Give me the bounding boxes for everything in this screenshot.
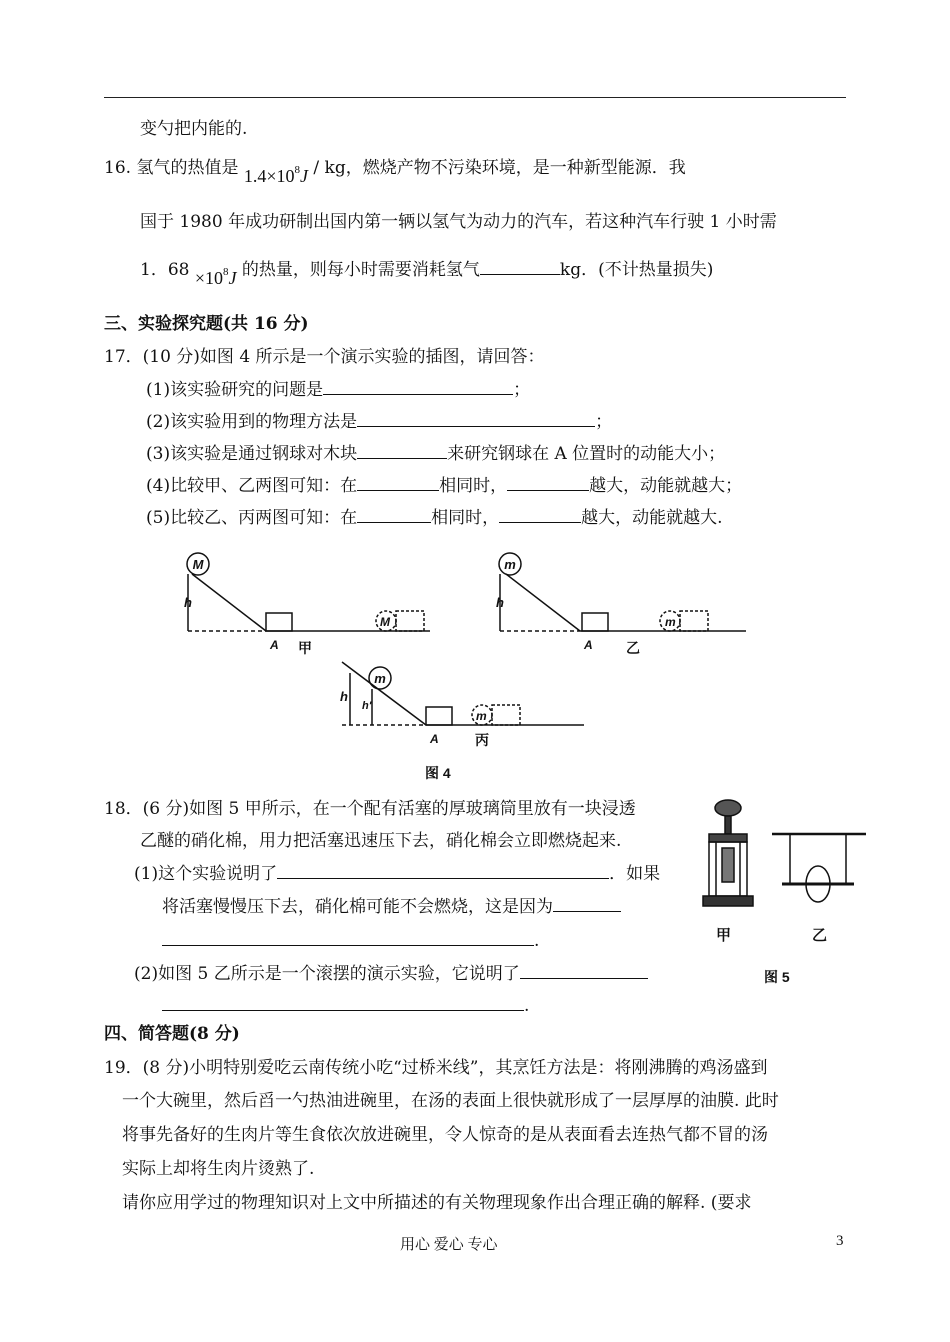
q16-text-a: 氢气的热值是 [136, 158, 239, 178]
ball-label-M: M [192, 557, 204, 572]
q17-part5-mid: 相同时， [431, 508, 500, 528]
point-label-A: A [584, 638, 593, 652]
q17-part3-text: (3)该实验是通过钢球对木块 [146, 444, 358, 464]
inner-piston [722, 848, 734, 882]
cylinder-base [703, 896, 753, 906]
point-label-A: A [430, 732, 439, 746]
maxwell-wheel-apparatus [772, 834, 866, 902]
fig5-label-yi: 乙 [812, 927, 828, 944]
answer-blank-q17-5a[interactable] [357, 506, 431, 523]
q18-part2-cont [162, 994, 529, 1017]
hydrogen-heat-value [244, 161, 308, 187]
q16-number: 16. [104, 158, 132, 178]
fig4-panel-bing-labels [340, 671, 489, 748]
q19-line2: 一个大碗里，然后舀一勺热油进碗里，在汤的表面上很快就形成了一层厚厚的油膜. 此时 [122, 1091, 779, 1111]
footer-slogan: 用心 爱心 专心 [400, 1237, 498, 1253]
answer-blank-q17-5b[interactable] [499, 506, 581, 523]
page-number: 3 [836, 1233, 844, 1249]
incline [192, 574, 266, 631]
answer-blank-q17-2[interactable] [357, 410, 595, 427]
q18-line2: 乙醚的硝化棉，用力把活塞迅速压下去，硝化棉会立即燃烧起来. [140, 831, 622, 851]
block-ghost [680, 611, 708, 631]
point-label-A: A [270, 638, 279, 652]
figure-4 [170, 545, 790, 785]
wooden-block [582, 613, 608, 631]
q19-line1: 19．(8 分)小明特别爱吃云南传统小吃“过桥米线”，其烹饪方法是：将刚沸腾的鸡汤盛到 [104, 1058, 768, 1078]
answer-blank-q18-1a[interactable] [277, 862, 609, 879]
q16-text-b: kg．(不计热量损失) [559, 260, 714, 280]
answer-blank-q17-4b[interactable] [507, 474, 589, 491]
q18-part2-text: (2)如图 5 乙所示是一个滚摆的演示实验，它说明了 [134, 964, 520, 984]
block-ghost [396, 611, 424, 631]
height-label-h-prime: h' [362, 700, 372, 712]
answer-blank-q18-2a[interactable] [520, 962, 648, 979]
q18-line1: 18．(6 分)如图 5 甲所示，在一个配有活塞的厚玻璃筒里放有一块浸透 [104, 799, 636, 819]
q16-line1 [104, 152, 686, 186]
q17-part1-end: ； [513, 380, 531, 400]
q18-part1-cont-text: 将活塞慢慢压下去，硝化棉可能不会燃烧，这是因为 [162, 897, 553, 917]
value-unit: J [228, 268, 237, 288]
q15-continuation: 变勺把内能的. [140, 119, 248, 139]
q17-part5-text: (5)比较乙、丙两图可知：在 [146, 508, 358, 528]
q18-part1-cont [162, 895, 621, 918]
ball-label-m: m [504, 557, 516, 572]
q17-part4 [146, 474, 742, 497]
q17-part3 [146, 442, 725, 465]
q17-part5 [146, 506, 723, 529]
piston-rod [725, 816, 731, 834]
panel-label-yi: 乙 [626, 640, 640, 656]
wooden-block [426, 707, 452, 725]
wooden-block [266, 613, 292, 631]
value-times: ×10 [194, 268, 224, 288]
value-mantissa: 1.4 [243, 166, 267, 186]
fig5-label-jia: 甲 [716, 927, 732, 944]
panel-label-bing: 丙 [475, 732, 489, 748]
q18-part1-end: ．如果 [609, 864, 661, 884]
panel-label-jia: 甲 [298, 640, 312, 656]
q18-part1 [134, 862, 660, 885]
incline [506, 574, 580, 631]
fig4-panel-yi-labels [496, 557, 676, 656]
header-rule [104, 97, 846, 98]
q17-part2 [146, 410, 612, 433]
q16-text-a: 的热量，则每小时需要消耗氢气 [241, 260, 480, 280]
cylinder-cap [709, 834, 747, 842]
value-times: ×10 [266, 166, 295, 186]
section3-title: 三、实验探究题(共 16 分) [104, 314, 309, 334]
ball-label-m: m [374, 671, 386, 686]
q17-part3-end: 来研究钢球在 A 位置时的动能大小； [447, 444, 726, 464]
q17-part5-end: 越大，动能就越大. [581, 508, 723, 528]
q17-part4-text: (4)比较甲、乙两图可知：在 [146, 476, 358, 496]
answer-blank-q18-2b[interactable] [162, 994, 524, 1011]
value-unit: J [300, 166, 309, 186]
q16-text-b: / kg，燃烧产物不污染环境，是一种新型能源．我 [313, 158, 686, 178]
answer-blank-q17-1[interactable] [323, 378, 513, 395]
answer-blank-hydrogen-mass[interactable] [480, 258, 560, 275]
section4-title: 四、简答题(8 分) [104, 1024, 240, 1044]
figure-5-caption: 图 5 [764, 969, 790, 985]
value-exponent: 8 [223, 266, 229, 278]
height-label: h [496, 595, 504, 610]
heat-amount-value [195, 263, 237, 289]
fig4-panel-jia [187, 553, 430, 631]
block-ghost [492, 705, 520, 725]
height-label: h [184, 595, 192, 610]
q17-part1-text: (1)该实验研究的问题是 [146, 380, 324, 400]
ghost-label-m: m [476, 709, 487, 723]
q17-part4-end: 越大，动能就越大； [589, 476, 743, 496]
answer-blank-q17-4a[interactable] [357, 474, 439, 491]
q19-line3: 将事先备好的生肉片等生食依次放进碗里，令人惊奇的是从表面看去连热气都不冒的汤 [122, 1125, 768, 1145]
piston-knob [715, 800, 741, 816]
q18-part2-period: . [524, 996, 530, 1016]
answer-blank-q18-1b[interactable] [553, 895, 621, 912]
q18-part1-cont2 [162, 929, 539, 952]
q19-line4: 实际上却将生肉片烫熟了. [122, 1159, 315, 1179]
ghost-label-M: M [380, 615, 390, 629]
height-label-h: h [340, 689, 348, 704]
q16-number-1-68: 1．68 [140, 260, 190, 280]
q17-part4-mid: 相同时， [439, 476, 508, 496]
ghost-label-m: m [665, 615, 676, 629]
answer-blank-q18-1c[interactable] [162, 929, 534, 946]
q18-part1-text: (1)这个实验说明了 [134, 864, 278, 884]
q18-part1-period: . [534, 931, 540, 951]
q19-line5: 请你应用学过的物理知识对上文中所描述的有关物理现象作出合理正确的解释. (要求 [122, 1193, 752, 1213]
q16-line3 [140, 254, 714, 288]
q17-part2-text: (2)该实验用到的物理方法是 [146, 412, 358, 432]
q17-part2-end: ； [595, 412, 613, 432]
answer-blank-q17-3[interactable] [357, 442, 447, 459]
value-exponent: 8 [294, 164, 301, 176]
q17-stem: 17．(10 分)如图 4 所示是一个演示实验的插图，请回答： [104, 347, 545, 367]
figure-5 [694, 792, 869, 992]
q16-line2: 国于 1980 年成功研制出国内第一辆以氢气为动力的汽车，若这种汽车行驶 1 小时需 [140, 212, 777, 232]
q18-part2 [134, 962, 648, 985]
fire-piston-apparatus [703, 800, 753, 906]
fig4-panel-jia-labels [184, 557, 391, 656]
q17-part1 [146, 378, 530, 401]
fig4-panel-yi [499, 553, 746, 631]
figure-4-caption: 图 4 [425, 765, 451, 781]
